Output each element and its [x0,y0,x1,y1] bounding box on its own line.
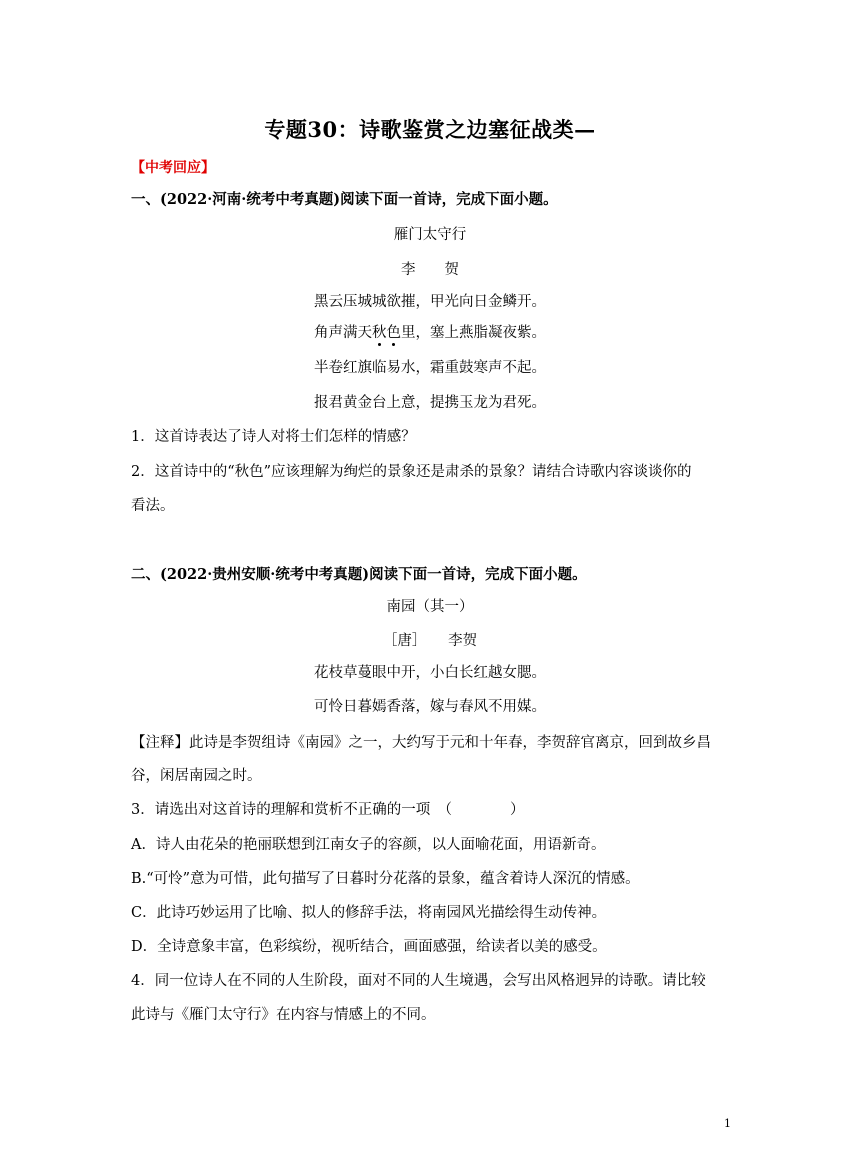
q1-poem-line-2c: 里，塞上燕脂凝夜紫。 [401,325,546,341]
question-2-line-2: 看法。 [131,498,175,514]
q1-poem-emphasis [372,325,401,341]
note-line-2: 谷，闲居南园之时。 [131,768,262,784]
question-3: 3．请选出对这首诗的理解和赏析不正确的一项 （ ） [131,802,525,818]
q1-poem-line-4: 报君黄金台上意，提携玉龙为君死。 [314,395,546,411]
q1-poem-line-2 [0,323,860,343]
emphasis-char: 色 [386,325,401,341]
q2-poem-line-1: 花枝草蔓眼中开，小白长红越女腮。 [314,665,546,681]
q2-poem-line-2: 可怜日暮嫣香落，嫁与春风不用媒。 [314,699,546,715]
option-c: C．此诗巧妙运用了比喻、拟人的修辞手法，将南园风光描绘得生动传神。 [131,905,607,921]
question-1: 1．这首诗表达了诗人对将士们怎样的情感？ [131,429,416,445]
page-title: 专题30：诗歌鉴赏之边塞征战类— [264,117,596,142]
q1-poem-line-1: 黑云压城城欲摧，甲光向日金鳞开。 [314,294,546,310]
note-line-1: 【注释】此诗是李贺组诗《南园》之一，大约写于元和十年春，李贺辞官离京，回到故乡昌 [131,735,711,751]
q1-poem-line-3: 半卷红旗临易水，霜重鼓寒声不起。 [314,360,546,376]
q1-heading: 一、(2022·河南·统考中考真题)阅读下面一首诗，完成下面小题。 [131,191,558,208]
question-2-line-1: 2．这首诗中的“秋色”应该理解为绚烂的景象还是肃杀的景象？请结合诗歌内容谈谈你的 [131,464,692,480]
q1-poem-title: 雁门太守行 [393,227,467,243]
emphasis-char: 秋 [372,325,387,341]
q2-heading: 二、(2022·贵州安顺·统考中考真题)阅读下面一首诗，完成下面小题。 [131,566,587,583]
q2-poem-title: 南园（其一） [386,599,474,615]
option-a: A．诗人由花朵的艳丽联想到江南女子的容颜，以人面喻花面，用语新奇。 [131,837,606,853]
q1-poem-author: 李 贺 [401,262,459,278]
question-4-line-2: 此诗与《雁门太守行》在内容与情感上的不同。 [131,1007,436,1023]
option-b: B.“可怜”意为可惜，此句描写了日暮时分花落的景象，蕴含着诗人深沉的情感。 [131,871,640,887]
question-4-line-1: 4．同一位诗人在不同的人生阶段，面对不同的人生境遇，会写出风格迥异的诗歌。请比较 [131,973,706,989]
option-d: D．全诗意象丰富，色彩缤纷，视听结合，画面感强，给读者以美的感受。 [131,939,607,955]
q1-poem-line-2a: 角声满天 [314,325,372,341]
q2-poem-author: ［唐］ 李贺 [382,633,478,649]
section-tag: 【中考回应】 [131,160,215,176]
page-number: 1 [724,1117,731,1130]
